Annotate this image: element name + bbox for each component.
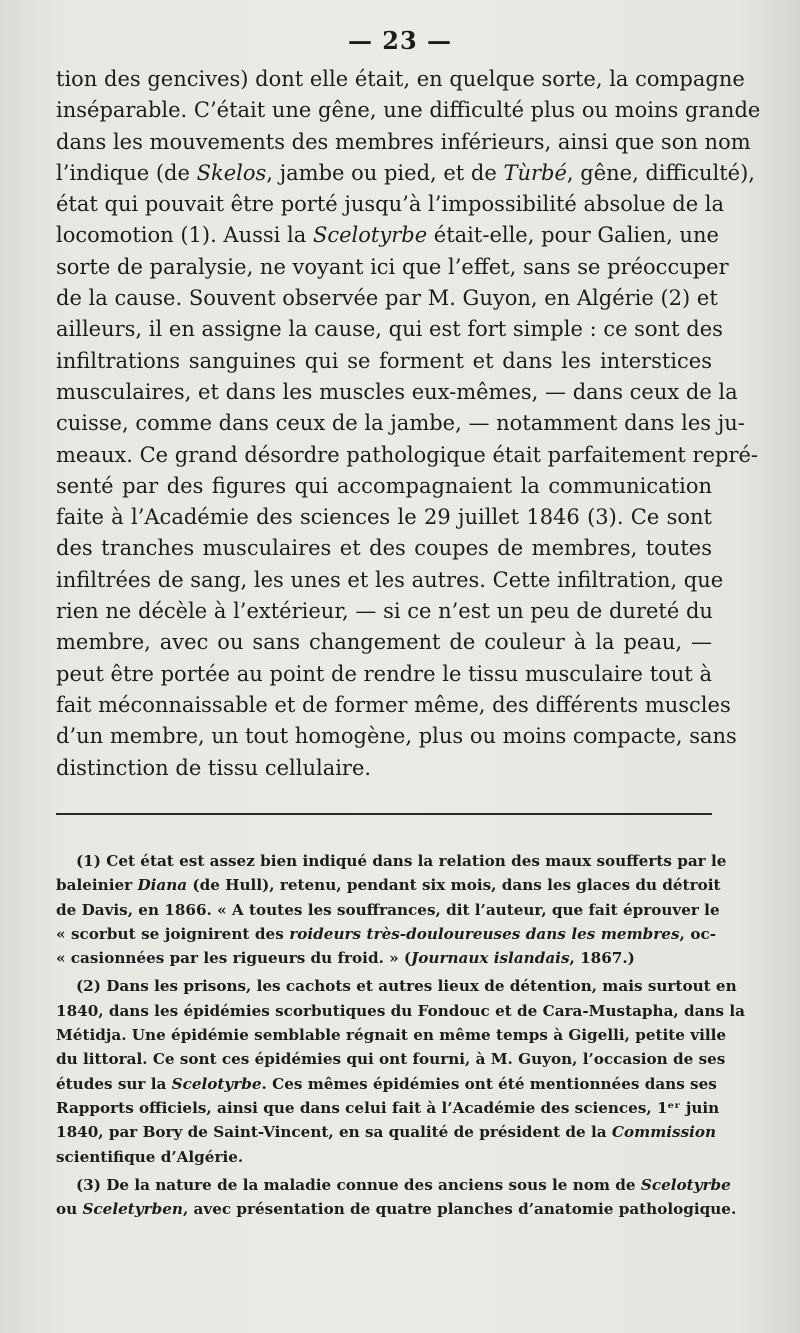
body-line	[56, 346, 712, 377]
footnote-line	[56, 974, 737, 998]
text-run: , avec présentation de quatre planches d’anatomie pathologique.	[182, 1200, 737, 1219]
italic-term: Diana	[137, 876, 188, 895]
italic-term: Journaux islandais	[411, 949, 570, 968]
text-run: fait méconnaissable et de former même, des différents muscles	[56, 692, 731, 717]
text-run: l’indique (de	[56, 160, 197, 185]
text-run: d’un membre, un tout homogène, plus ou moins compacte, sans	[56, 724, 737, 749]
body-line	[56, 659, 712, 690]
text-run: sorte de paralysie, ne voyant ici que l’effet, sans se préoccuper	[56, 254, 729, 279]
footnote-line	[56, 1096, 720, 1120]
body-line	[56, 95, 761, 126]
footnote-line	[56, 1023, 727, 1047]
text-run: , oc-	[679, 924, 716, 943]
text-run: . Ces mêmes épidémies ont été mentionnées dans ses	[261, 1074, 717, 1093]
body-line	[56, 158, 755, 189]
body-line	[56, 377, 738, 408]
text-run: Rapports officiels, ainsi que dans celui fait à l’Académie des sciences, 1ᵉʳ juin	[56, 1098, 720, 1117]
body-line	[56, 533, 712, 564]
italic-term: Commission	[611, 1123, 717, 1142]
text-run: locomotion (1). Aussi la	[56, 223, 313, 248]
text-run: de Davis, en 1866. « A toutes les souffrances, dit l’auteur, que fait éprouver le	[56, 900, 720, 919]
text-run: ailleurs, il en assigne la cause, qui est fort simple : ce sont des	[56, 317, 723, 342]
text-run: rien ne décèle à l’extérieur, — si ce n’est un peu de dureté du	[56, 599, 713, 624]
footnote-1	[56, 849, 727, 970]
text-run: senté par des figures qui accompagnaient la communication	[56, 473, 712, 498]
body-line	[56, 721, 737, 752]
text-run: (3) De la nature de la maladie connue des anciens sous le nom de	[76, 1175, 641, 1194]
footnote-line	[56, 849, 727, 873]
text-run: distinction de tissu cellulaire.	[56, 755, 372, 780]
body-line	[56, 64, 745, 95]
italic-term: Scelotyrbe	[640, 1175, 731, 1194]
footnote-line	[56, 1047, 726, 1071]
footnote-line	[56, 1145, 716, 1169]
text-run: membre, avec ou sans changement de couleur à la peau, —	[56, 630, 712, 655]
footnote-line	[56, 1072, 716, 1096]
text-run: infiltrées de sang, les unes et les autres. Cette infiltration, que	[56, 567, 724, 592]
footnote-line	[56, 1197, 737, 1221]
text-run: , 1867.)	[569, 949, 635, 968]
text-run: peut être portée au point de rendre le tissu musculaire tout à	[56, 661, 712, 686]
text-run: , gêne, difficulté),	[566, 160, 755, 185]
body-line	[56, 502, 712, 533]
text-run: 1840, par Bory de Saint-Vincent, en sa qualité de président de la	[56, 1123, 612, 1142]
footnote-divider	[56, 813, 712, 815]
text-run: état qui pouvait être porté jusqu’à l’impossibilité absolue de la	[56, 192, 725, 217]
text-run: dans les mouvements des membres inférieurs, ainsi que son nom	[56, 129, 751, 154]
italic-term: Scelotyrbe	[312, 223, 428, 248]
body-line	[56, 408, 745, 439]
text-run: (2) Dans les prisons, les cachots et autres lieux de détention, mais surtout en	[76, 977, 737, 996]
body-line	[56, 690, 731, 721]
text-run: cuisse, comme dans ceux de la jambe, — notamment dans les ju-	[56, 411, 745, 436]
footnote-3	[56, 1173, 737, 1222]
footnotes	[56, 849, 745, 1221]
body-line	[56, 753, 712, 784]
body-line	[56, 471, 712, 502]
text-run: , jambe ou pied, et de	[266, 160, 504, 185]
footnote-2	[56, 974, 745, 1168]
text-run: inséparable. C’était une gêne, une difficulté plus ou moins grande	[56, 98, 761, 123]
text-run: infiltrations sanguines qui se forment et dans les interstices	[56, 348, 712, 373]
text-run: était-elle, pour Galien, une	[427, 223, 719, 248]
text-run: ou	[56, 1200, 83, 1219]
body-line	[56, 314, 723, 345]
text-run: études sur la	[56, 1074, 172, 1093]
text-run: tion des gencives) dont elle était, en quelque sorte, la compagne	[56, 67, 745, 91]
italic-term: Sceletyrben	[82, 1200, 183, 1219]
text-run: musculaires, et dans les muscles eux-mêmes, — dans ceux de la	[56, 379, 738, 404]
footnote-line	[56, 1173, 731, 1197]
italic-term: Scelotyrbe	[171, 1074, 262, 1093]
footnote-line	[56, 922, 716, 946]
body-line	[56, 283, 718, 314]
italic-term: .	[237, 1147, 244, 1166]
body-line	[56, 596, 712, 627]
text-run: (1) Cet état est assez bien indiqué dans la relation des maux soufferts par le	[76, 852, 727, 870]
body-line	[56, 252, 729, 283]
footnote-line	[56, 873, 721, 897]
footnote-line	[56, 946, 716, 970]
body-line	[56, 189, 725, 220]
italic-term: roideurs très-douloureuses dans les membres	[289, 924, 680, 943]
footnote-line	[56, 1120, 716, 1144]
text-run: « scorbut se joignirent des	[56, 924, 290, 943]
text-run: « casionnées par les rigueurs du froid. » (	[56, 949, 412, 968]
text-run: meaux. Ce grand désordre pathologique était parfaitement repré-	[56, 442, 759, 467]
italic-term: Skelos	[196, 160, 267, 185]
footnote-line	[56, 999, 745, 1023]
footnote-line	[56, 898, 720, 922]
body-line	[56, 127, 751, 158]
page-number: — 23 —	[347, 26, 453, 55]
text-run: de la cause. Souvent observée par M. Guyon, en Algérie (2) et	[56, 286, 718, 311]
text-run: Métidja. Une épidémie semblable régnait en même temps à Gigelli, petite ville	[56, 1026, 727, 1045]
body-paragraph	[56, 64, 761, 784]
text-run: des tranches musculaires et des coupes de membres, toutes	[56, 536, 712, 561]
body-line	[56, 220, 719, 251]
body-line	[56, 565, 724, 596]
body-line	[56, 627, 712, 658]
text-run: du littoral. Ce sont ces épidémies qui ont fourni, à M. Guyon, l’occasion de ses	[56, 1050, 726, 1069]
text-run: faite à l’Académie des sciences le 29 juillet 1846 (3). Ce sont	[56, 505, 712, 530]
text-run: (de Hull), retenu, pendant six mois, dans les glaces du détroit	[187, 876, 721, 895]
body-line	[56, 440, 759, 471]
text-run: baleinier	[56, 876, 138, 895]
italic-term: Tùrbé	[503, 160, 567, 185]
text-run: 1840, dans les épidémies scorbutiques du Fondouc et de Cara-Mustapha, dans la	[56, 1001, 745, 1020]
text-run: scientifique d’Algérie	[56, 1147, 238, 1166]
